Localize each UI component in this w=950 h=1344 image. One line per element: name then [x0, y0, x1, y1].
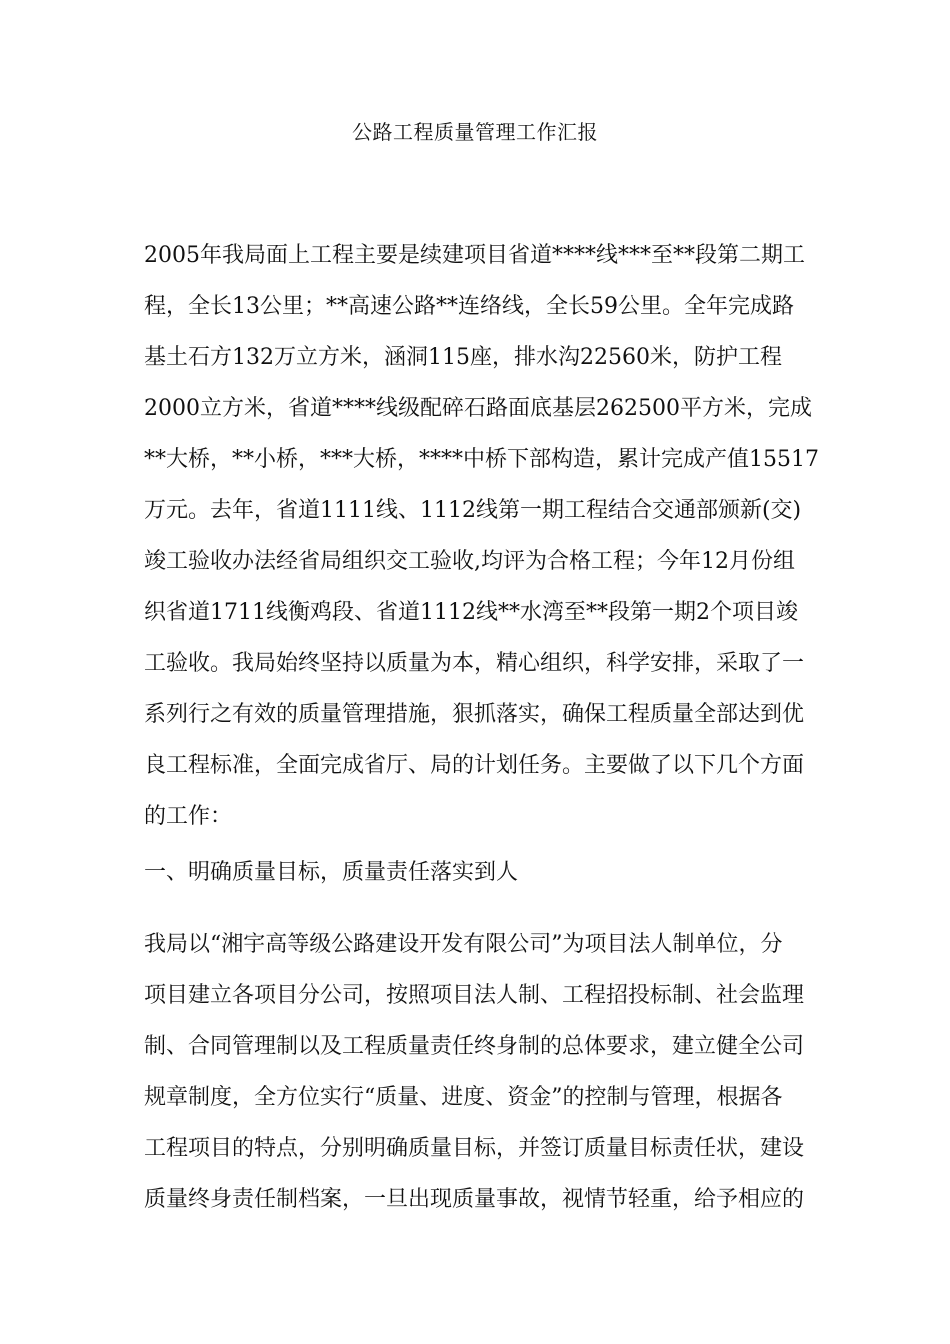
text-line: 制、合同管理制以及工程质量责任终身制的总体要求，建立健全公司	[144, 1034, 805, 1059]
text-line: 我局以“湘宇高等级公路建设开发有限公司”为项目法人制单位，分	[144, 932, 783, 957]
text-line: 2005年我局面上工程主要是续建项目省道****线***至**段第二期工	[144, 243, 805, 268]
text-line: 万元。去年，省道1111线、1112线第一期工程结合交通部颁新(交)	[144, 498, 802, 523]
text-line: 竣工验收办法经省局组织交工验收,均评为合格工程；今年12月份组	[144, 549, 795, 574]
text-line: **大桥，**小桥，***大桥，****中桥下部构造，累计完成产值15517	[144, 447, 819, 472]
paragraph-section1	[144, 919, 814, 1225]
text-line: 2000立方米，省道****线级配碎石路面底基层262500平方米，完成	[144, 396, 812, 421]
text-line: 规章制度，全方位实行“质量、进度、资金”的控制与管理，根据各	[144, 1085, 783, 1110]
text-line: 的工作：	[144, 804, 233, 829]
section-heading	[144, 847, 814, 898]
text-line: 质量终身责任制档案，一旦出现质量事故，视情节轻重，给予相应的	[144, 1187, 805, 1212]
text-line: 工程项目的特点，分别明确质量目标，并签订质量目标责任状，建设	[144, 1136, 805, 1161]
text-line: 织省道1711线衡鸡段、省道1112线**水湾至**段第一期2个项目竣	[144, 600, 798, 625]
paragraph-intro	[144, 230, 819, 842]
text-line: 项目建立各项目分公司，按照项目法人制、工程招投标制、社会监理	[144, 983, 805, 1008]
section-heading-text: 一、明确质量目标，质量责任落实到人	[144, 860, 519, 885]
text-line: 良工程标准，全面完成省厅、局的计划任务。主要做了以下几个方面	[144, 753, 805, 778]
text-line: 程，全长13公里；**高速公路**连络线，全长59公里。全年完成路	[144, 294, 794, 319]
text-line: 工验收。我局始终坚持以质量为本，精心组织，科学安排，采取了一	[144, 651, 805, 676]
text-line: 基土石方132万立方米，涵洞115座，排水沟22560米，防护工程	[144, 345, 782, 370]
text-line: 系列行之有效的质量管理措施，狠抓落实，确保工程质量全部达到优	[144, 702, 805, 727]
document-title: 公路工程质量管理工作汇报	[352, 120, 598, 144]
